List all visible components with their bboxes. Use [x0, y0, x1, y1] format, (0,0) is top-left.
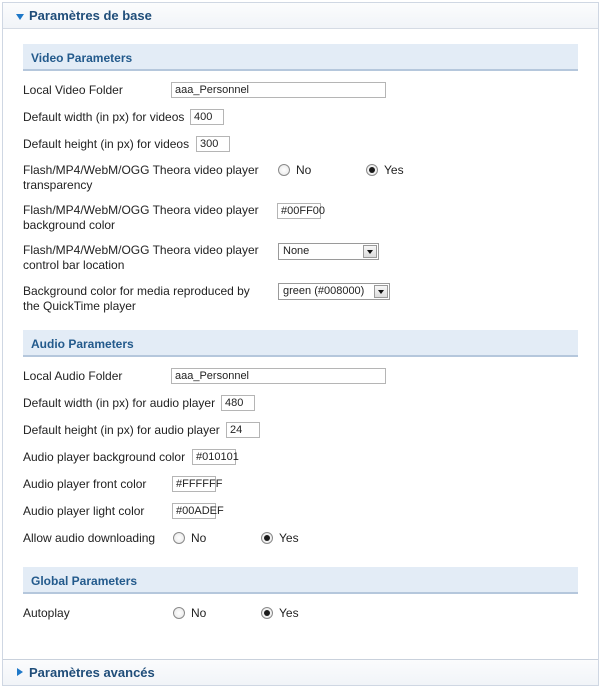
quicktime-bgcolor-label-line1: Background color for media reproduced by [23, 284, 250, 298]
video-bgcolor-input[interactable]: #00FF00 [277, 203, 321, 219]
transparency-no-radio[interactable] [278, 164, 290, 176]
autoplay-label: Autoplay [23, 606, 70, 620]
audio-download-yes-label[interactable]: Yes [279, 531, 299, 545]
audio-download-yes-radio[interactable] [261, 532, 273, 544]
audio-download-label: Allow audio downloading [23, 531, 156, 545]
quicktime-bgcolor-label-line2: the QuickTime player [23, 299, 136, 313]
local-video-folder-label: Local Video Folder [23, 83, 123, 97]
audio-height-input[interactable]: 24 [226, 422, 260, 438]
transparency-yes-radio[interactable] [366, 164, 378, 176]
video-width-label: Default width (in px) for videos [23, 110, 185, 124]
audio-lightcolor-label: Audio player light color [23, 504, 145, 518]
quicktime-bgcolor-select[interactable] [278, 283, 390, 300]
audio-section-title: Audio Parameters [31, 337, 134, 351]
controlbar-location-value: None [283, 245, 310, 257]
video-section-title: Video Parameters [31, 51, 133, 65]
global-section-header [23, 567, 578, 594]
audio-download-no-label[interactable]: No [191, 531, 207, 545]
controlbar-label-line1: Flash/MP4/WebM/OGG Theora video player [23, 243, 259, 257]
video-width-input[interactable]: 400 [190, 109, 224, 125]
local-audio-folder-input[interactable]: aaa_Personnel [171, 368, 386, 384]
chevron-down-icon [374, 285, 388, 298]
transparency-label-line2: transparency [23, 178, 93, 192]
autoplay-no-label[interactable]: No [191, 606, 207, 620]
video-bgcolor-label-line1: Flash/MP4/WebM/OGG Theora video player [23, 203, 259, 217]
video-bgcolor-label-line2: background color [23, 218, 116, 232]
transparency-label-line1: Flash/MP4/WebM/OGG Theora video player [23, 163, 259, 177]
video-height-label: Default height (in px) for videos [23, 137, 190, 151]
chevron-down-icon [363, 245, 377, 258]
audio-frontcolor-label: Audio player front color [23, 477, 147, 491]
global-section-title: Global Parameters [31, 574, 138, 588]
advanced-parameters-title: Paramètres avancés [29, 665, 155, 680]
audio-bgcolor-input[interactable]: #010101 [192, 449, 236, 465]
collapsed-arrow-icon [17, 668, 23, 676]
advanced-parameters-toggle[interactable] [3, 659, 598, 685]
audio-width-input[interactable]: 480 [221, 395, 255, 411]
basic-parameters-toggle[interactable] [3, 3, 598, 29]
autoplay-yes-radio[interactable] [261, 607, 273, 619]
audio-download-no-radio[interactable] [173, 532, 185, 544]
controlbar-location-select[interactable] [278, 243, 379, 260]
autoplay-no-radio[interactable] [173, 607, 185, 619]
audio-frontcolor-input[interactable]: #FFFFFF [172, 476, 216, 492]
local-audio-folder-label: Local Audio Folder [23, 369, 123, 383]
video-height-input[interactable]: 300 [196, 136, 230, 152]
expanded-arrow-icon [16, 14, 24, 20]
audio-section-header [23, 330, 578, 357]
audio-bgcolor-label: Audio player background color [23, 450, 186, 464]
audio-height-label: Default height (in px) for audio player [23, 423, 220, 437]
audio-width-label: Default width (in px) for audio player [23, 396, 216, 410]
quicktime-bgcolor-value: green (#008000) [283, 285, 365, 297]
basic-parameters-title: Paramètres de base [29, 8, 152, 23]
local-video-folder-input[interactable]: aaa_Personnel [171, 82, 386, 98]
audio-lightcolor-input[interactable]: #00ADEF [172, 503, 216, 519]
controlbar-label-line2: control bar location [23, 258, 125, 272]
video-section-header [23, 44, 578, 71]
transparency-no-label[interactable]: No [296, 163, 312, 177]
autoplay-yes-label[interactable]: Yes [279, 606, 299, 620]
transparency-yes-label[interactable]: Yes [384, 163, 404, 177]
